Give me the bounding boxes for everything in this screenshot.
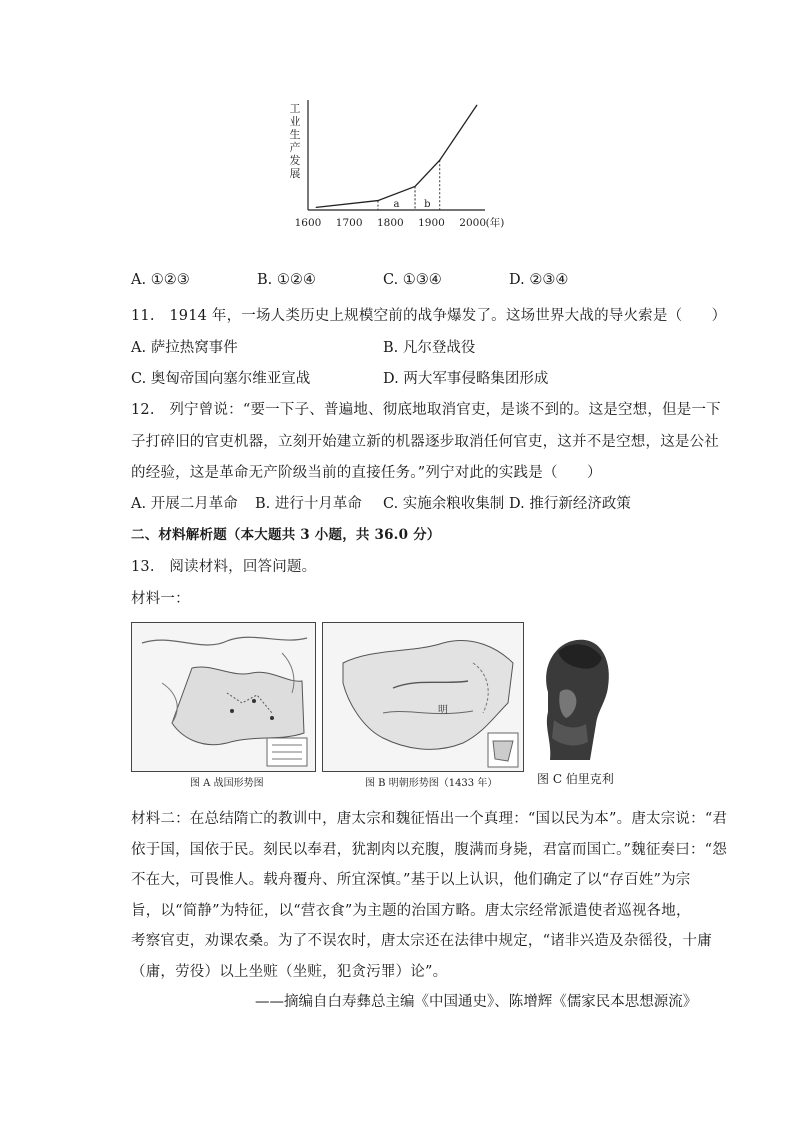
q12-line-2: 子打碎旧的官吏机器，立刻开始建立新的机器逐步取消任何官吏，这并不是空想，这是公社 bbox=[131, 434, 719, 450]
q11-stem: 11. 1914 年，一场人类历史上规模空前的战争爆发了。这场世界大战的导火索是（ ） bbox=[131, 308, 727, 324]
annotation-label: a bbox=[393, 199, 400, 210]
y-label-char: 工 bbox=[289, 102, 301, 115]
material-2-source: ——摘编自白寿彝总主编《中国通史》、陈增辉《儒家民本思想源流》 bbox=[255, 994, 698, 1010]
fig-c-caption: 图 C 伯里克利 bbox=[537, 772, 614, 786]
industry-chart-svg bbox=[280, 95, 510, 235]
material-2-line-6: （庸，劳役）以上坐赃（坐赃，犯贪污罪）论”。 bbox=[131, 964, 448, 980]
series-point bbox=[414, 186, 415, 187]
q12-option-a: A. 开展二月革命 bbox=[131, 496, 238, 512]
q11-option-a: A. 萨拉热窝事件 bbox=[131, 340, 238, 356]
annotation-label: b bbox=[424, 199, 431, 210]
material-2-line-1: 材料二：在总结隋亡的教训中，唐太宗和魏征悟出一个真理：“国以民为本”。唐太宗说：“君 bbox=[131, 811, 728, 827]
series-point bbox=[377, 200, 378, 201]
y-label-char: 业 bbox=[289, 115, 301, 128]
fig-b-caption: 图 B 明朝形势图（1433 年） bbox=[365, 778, 498, 789]
map-b-label-ming: 明 bbox=[438, 705, 448, 716]
q12-line-1: 12. 列宁曾说：“要一下子、普遍地、彻底地取消官吏，是谈不到的。这是空想，但是一下 bbox=[131, 402, 721, 418]
map-b-ming-dynasty bbox=[322, 622, 524, 772]
portrait-pericles-drawing bbox=[530, 632, 612, 760]
q11-option-b: B. 凡尔登战役 bbox=[383, 340, 476, 356]
fig-a-caption: 图 A 战国形势图 bbox=[190, 778, 264, 789]
q10-option-a: A. ①②③ bbox=[131, 272, 190, 288]
industry-chart bbox=[280, 95, 510, 235]
series-point bbox=[476, 105, 477, 106]
x-unit-label: (年) bbox=[485, 217, 505, 229]
q10-option-d: D. ②③④ bbox=[509, 272, 569, 288]
material-2-line-2: 依于国，国依于民。刻民以奉君，犹割肉以充腹，腹满而身毙，君富而国亡。”魏征奏曰：“怨 bbox=[131, 842, 727, 858]
section-2-heading: 二、材料解析题（本大题共 3 小题，共 36.0 分） bbox=[131, 527, 441, 543]
series-point bbox=[316, 207, 317, 208]
material-2-line-5: 考察官吏，劝课农桑。为了不误农时，唐太宗还在法律中规定，“诸非兴造及杂徭役，十庸 bbox=[131, 933, 712, 949]
q11-option-c: C. 奥匈帝国向塞尔维亚宣战 bbox=[131, 371, 311, 387]
q12-option-b: B. 进行十月革命 bbox=[255, 496, 362, 512]
x-tick-label: 1800 bbox=[376, 217, 404, 229]
x-tick-label: 1900 bbox=[418, 217, 445, 229]
y-label-char: 展 bbox=[289, 167, 301, 180]
q12-line-3: 的经验，这是革命无产阶级当前的直接任务。”列宁对此的实践是（ ） bbox=[131, 465, 602, 481]
x-tick-label: 1700 bbox=[335, 217, 363, 229]
portrait-pericles bbox=[530, 632, 612, 760]
q13-stem: 13. 阅读材料，回答问题。 bbox=[131, 559, 317, 575]
q12-option-c: C. 实施余粮收集制 bbox=[383, 496, 505, 512]
material-1-label: 材料一： bbox=[131, 591, 190, 607]
series-line bbox=[316, 105, 477, 207]
map-a-drawing bbox=[132, 623, 315, 771]
material-2-line-4: 旨，以“简静”为特征，以“营衣食”为主题的治国方略。唐太宗经常派遣使者巡视各地， bbox=[131, 903, 691, 919]
x-tick-label: 2000 bbox=[459, 217, 487, 229]
q10-option-c: C. ①③④ bbox=[383, 272, 442, 288]
map-b-drawing bbox=[323, 623, 523, 771]
material-2-line-3: 不在大，可畏惟人。载舟覆舟、所宜深慎。”基于以上认识，他们确定了以“存百姓”为宗 bbox=[131, 872, 691, 888]
q11-option-d: D. 两大军事侵略集团形成 bbox=[383, 371, 549, 387]
y-label-char: 发 bbox=[289, 154, 301, 167]
series-point bbox=[439, 160, 440, 161]
map-a-warring-states bbox=[131, 622, 316, 772]
x-tick-label: 1600 bbox=[294, 217, 322, 229]
y-label-char: 生 bbox=[289, 128, 301, 141]
q10-option-b: B. ①②④ bbox=[257, 272, 316, 288]
q12-option-d: D. 推行新经济政策 bbox=[509, 496, 631, 512]
y-label-char: 产 bbox=[289, 141, 301, 154]
